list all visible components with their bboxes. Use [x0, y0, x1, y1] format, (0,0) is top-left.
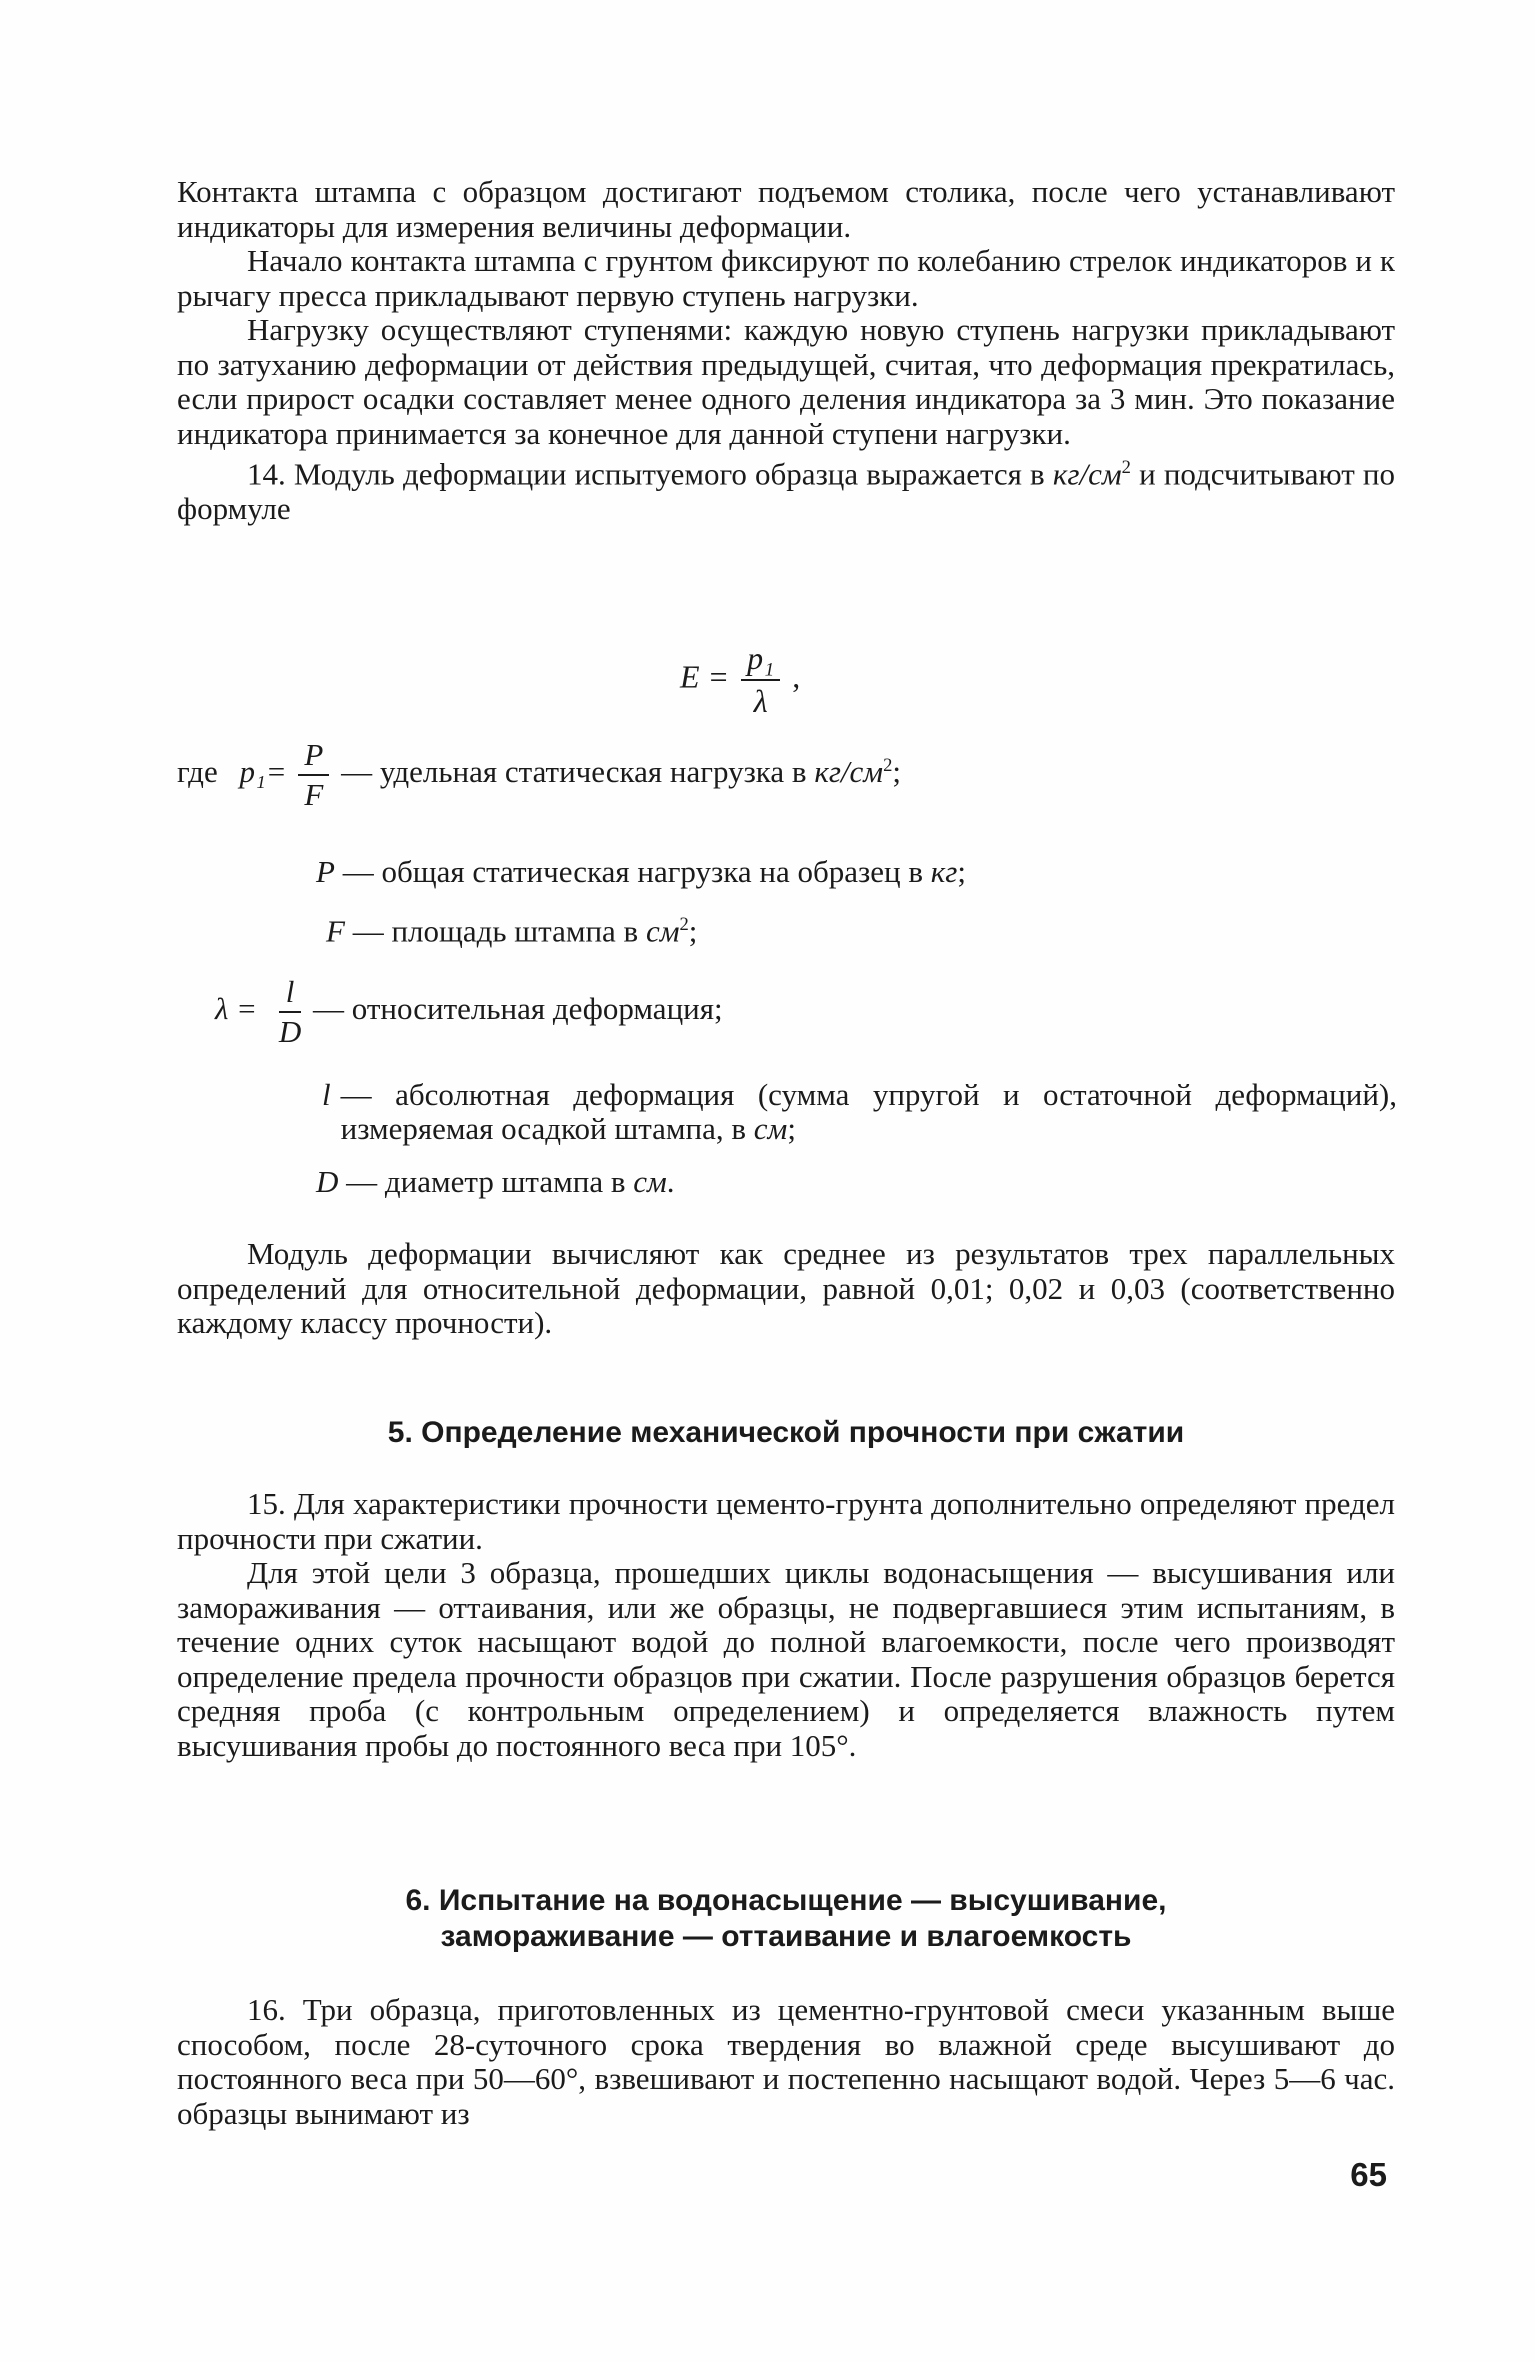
P-end: ; [957, 854, 966, 889]
D-description: — диаметр штампа в [346, 1164, 626, 1199]
F-unit-sup: 2 [679, 914, 689, 935]
definition-D [316, 1165, 675, 1199]
formula-fraction [741, 640, 780, 720]
formula-denominator: λ [753, 683, 768, 719]
definition-F [326, 908, 697, 948]
D-unit: см [633, 1164, 667, 1199]
p1-numerator: P [298, 738, 329, 776]
paragraph-modulus: Модуль деформации вычисляют как среднее из результатов трех параллельных определений для относительной деформации, равной 0,01; 0,02 и 0,03 (соответственно каждому классу прочности). [177, 1236, 1395, 1340]
p1-description: — удельная статическая нагрузка в [341, 754, 807, 790]
paragraph-load-steps: Нагрузку осуществляют ступенями: каждую новую ступень нагрузки прикладывают по затуханию деформации от действия предыдущей, считая, что деформация прекратилась, если прирост осадки составляет менее одного деления индикатора за 3 мин. Это показание индикатора принимается за конечное для данной ступени нагрузки. [177, 312, 1395, 451]
paragraph-start-contact: Начало контакта штампа с грунтом фиксируют по колебанию стрелок индикаторов и к рычагу пресса прикладывают первую ступень нагрузки. [177, 243, 1395, 313]
paragraph-16: 16. Три образца, приготовленных из цементно-грунтовой смеси указанным выше способом, после 28-суточного срока твердения во влажной среде высушивают до постоянного веса при 50—60°, взвешивают и постепенно насыщают водой. Через 5—6 час. образцы вынимают из [177, 1992, 1395, 2131]
P-symbol: P [316, 854, 335, 889]
D-end: . [666, 1164, 675, 1199]
page-number: 65 [1350, 2156, 1387, 2193]
p1-unit-sup: 2 [883, 754, 893, 776]
section-heading-6-line-2: замораживание — оттаивание и влагоемкость [440, 1920, 1132, 1953]
paragraph-14-unit-sup: 2 [1121, 457, 1131, 478]
intro-text-block [177, 175, 1395, 526]
formula-lhs: E = [680, 658, 730, 695]
P-description: — общая статическая нагрузка на образец в [342, 854, 923, 889]
lambda-symbol: λ = [215, 991, 258, 1027]
section-6-text-block [177, 1993, 1395, 2131]
lambda-denominator: D [278, 1014, 302, 1049]
F-end: ; [688, 913, 698, 949]
P-unit: кг [930, 854, 958, 889]
F-symbol: F [326, 913, 345, 949]
where-label: где [177, 754, 218, 790]
F-unit: см [645, 913, 680, 949]
l-text-wrap [341, 1078, 1397, 1146]
p1-fraction [298, 738, 329, 812]
paragraph-14-tail: и подсчитывают по формуле [177, 456, 1396, 526]
paragraph-14 [177, 451, 1395, 526]
lambda-description: — относительная деформация; [313, 991, 723, 1027]
p1-symbol: p₁= [239, 754, 287, 790]
definition-lambda [215, 975, 723, 1049]
paragraph-14-unit: кг/см [1052, 456, 1122, 492]
lambda-numerator: l [279, 975, 301, 1013]
section-heading-6-line-1: 6. Испытание на водонасыщение — высушивание, [405, 1884, 1167, 1917]
D-symbol: D [316, 1164, 339, 1199]
formula-numerator: p₁ [741, 640, 780, 681]
section-heading-6 [177, 1883, 1395, 1955]
p1-denominator: F [304, 777, 324, 812]
formula-modulus [680, 640, 800, 720]
l-symbol: l [322, 1077, 331, 1112]
paragraph-15: 15. Для характеристики прочности цементо-грунта дополнительно определяют предел прочности при сжатии. [177, 1486, 1395, 1556]
paragraph-compression-test: Для этой цели 3 образца, прошедших циклы водонасыщения — высушивания или замораживания — оттаивания, или же образцы, не подвергавшиеся этим испытаниям, в течение одних суток насыщают водой до полной влагоемкости, после чего производят определение предела прочности образцов при сжатии. После разрушения образцов берется средняя проба (с контрольным определением) и определяется влажность путем высушивания пробы до постоянного веса при 105°. [177, 1555, 1395, 1763]
lambda-fraction [279, 975, 301, 1049]
l-end: ; [787, 1111, 796, 1146]
section-5-text-block [177, 1487, 1395, 1763]
l-unit: см [753, 1111, 788, 1146]
formula-trail: , [792, 658, 801, 695]
F-description: — площадь штампа в [352, 913, 639, 949]
paragraph-contact: Контакта штампа с образцом достигают подъемом столика, после чего устанавливают индикаторы для измерения величины деформации. [177, 174, 1395, 244]
paragraph-14-text: 14. Модуль деформации испытуемого образца выражается в [247, 456, 1045, 492]
definition-p1 [177, 738, 901, 812]
l-description: — абсолютная деформация (сумма упругой и остаточной деформаций), измеряемая осадкой штампа, в [340, 1077, 1397, 1146]
section-heading-5: 5. Определение механической прочности при сжатии [387, 1416, 1185, 1449]
definition-l [322, 1078, 1397, 1146]
modulus-text-block [177, 1237, 1395, 1341]
p1-unit: кг/см [814, 754, 884, 790]
definition-P [316, 855, 966, 889]
p1-end: ; [892, 754, 901, 790]
